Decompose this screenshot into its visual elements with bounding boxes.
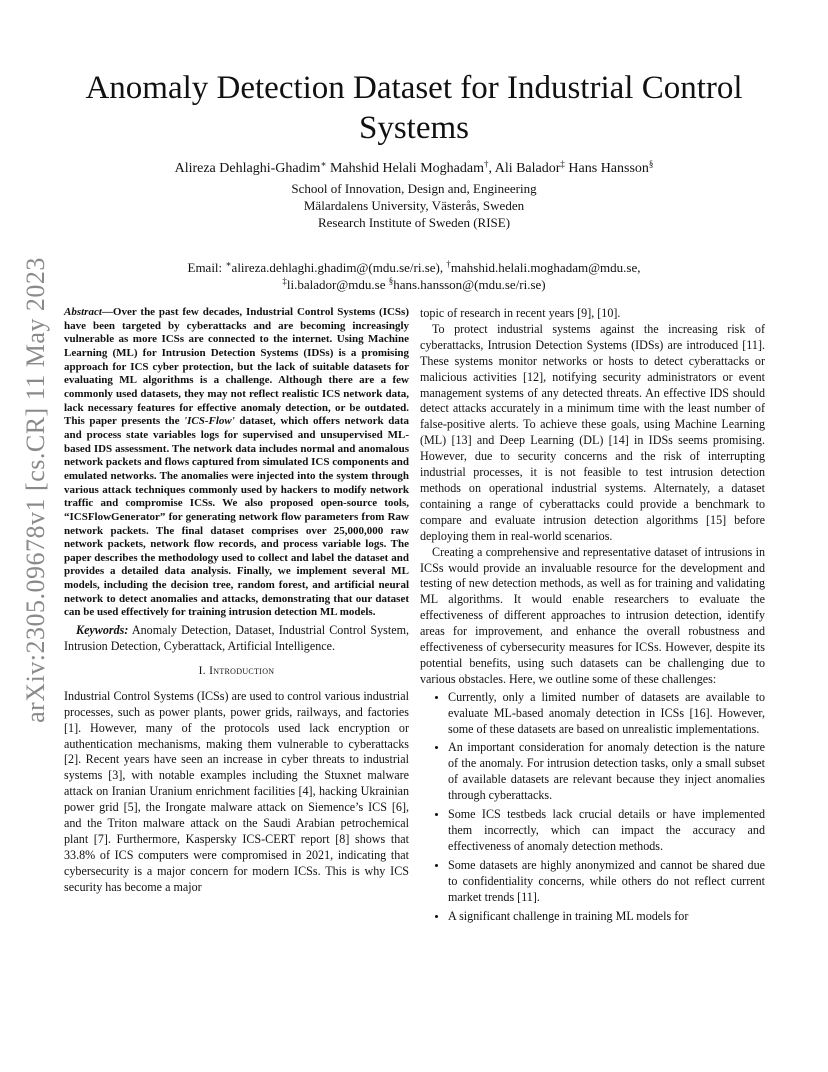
affiliation-line: Research Institute of Sweden (RISE) xyxy=(317,215,511,230)
abstract-label: Abstract xyxy=(64,306,102,318)
challenge-list xyxy=(420,690,765,925)
affiliation xyxy=(70,180,758,231)
paper-title: Anomaly Detection Dataset for Industrial Control Systems xyxy=(85,70,743,146)
body-paragraph: To protect industrial systems against the increasing risk of cyberattacks, Intrusion Detection Systems (IDSs) are introduced [11]. These systems monitor networks or hosts to detect cyberattacks or malicious activities [12], notifying security administrators or event management systems of any detected threats. An effective IDS should detect attacks accurately in a minimum time with the least number of false-positive alerts. To achieve these goals, using Machine Learning (ML) [13] and Deep Learning (DL) [14] in IDSs seems promising. However, due to security concerns and the risk of interrupting industrial processes, it is not feasible to test intrusion detection methods on operational industrial systems. Alternately, a dataset containing a range of cyberattacks could provide a benchmark to compare and evaluate intrusion detection algorithms [15] before deploying them in real-world scenarios. xyxy=(420,321,765,543)
author-mark: ‡ xyxy=(282,276,287,286)
author-mark: § xyxy=(388,276,394,286)
email-address: hans.hansson@(mdu.se/ri.se) xyxy=(393,277,546,292)
author-block xyxy=(70,160,758,293)
list-item: • Some ICS testbeds lack crucial details or have implemented them incorrectly, which can impact the accuracy and effectiveness of anomaly detection methods. xyxy=(448,807,765,855)
email-prefix: Email: xyxy=(187,260,226,275)
section-number: I. xyxy=(198,664,210,677)
arxiv-side-stamp xyxy=(8,257,64,723)
author-name: Hans Hansson xyxy=(568,161,649,176)
author-name: Ali Balador xyxy=(494,161,561,176)
email-block xyxy=(70,259,758,293)
list-item: • A significant challenge in training ML models for xyxy=(448,909,765,925)
keywords xyxy=(64,623,409,654)
author-mark: ∗ xyxy=(225,259,232,269)
list-item: • An important consideration for anomaly detection is the nature of the anomaly. For intrusion detection tasks, only a small subset of available datasets are relevant because they inject anomalies through cyberattacks. xyxy=(448,740,765,804)
author-mark: ∗ xyxy=(320,159,327,169)
author-name: Mahshid Helali Moghadam xyxy=(329,161,484,176)
right-column xyxy=(420,306,765,927)
body-paragraph: Creating a comprehensive and representative dataset of intrusions in ICSs would provide an invaluable resource for the development and testing of new detection methods, as well as for training and validating ML algorithms. It would enable researchers to evaluate the effectiveness of different approaches to intrusion detection, identify areas for improvement, and enhance the overall robustness and effectiveness of cybersecurity measures for ICSs. However, despite its potential benefits, using such datasets can be challenging due to various obstacles. Here, we outline some of these challenges: xyxy=(420,544,765,686)
abstract-text: —Over the past few decades, Industrial Control Systems (ICSs) have been targeted by cyberattacks and are becoming increasingly vulnerable as more ICSs are connected to the internet. Using Machine Learning (ML) for Intrusion Detection Systems (IDSs) is a promising approach for ICS cyber protection, but the lack of suitable datasets for evaluating ML algorithms is a challenge. Although there are a few commonly used datasets, they may not reflect realistic ICS network data, lack necessary features for effective anomaly detection, or be outdated. This paper presents the xyxy=(64,306,409,428)
abstract-text-continued: dataset, which offers network data and process state variables logs for supervised and unsupervised ML-based IDS assessment. The network data includes normal and anomalous network packets and flows captured from simulated ICS components and emulated networks. The anomalies were injected into the system through various attack techniques commonly used by hackers to modify network traffic and compromise ICSs. We also proposed open-source tools, “ICSFlowGenerator” for generating network flow parameters from Raw network packets. The final dataset comprises over 25,000,000 raw network packets, network flow records, and process variable logs. The paper describes the methodology used to collect and label the dataset and provides a detailed data analysis. Finally, we implement several ML models, including the decision tree, random forest, and artificial neural network to detect anomalies and attacks, demonstrating that our dataset can be used effectively for training intrusion detection ML models. xyxy=(64,415,409,619)
left-column xyxy=(64,306,409,896)
email-address: li.balador@mdu.se xyxy=(286,277,386,292)
body-paragraph: topic of research in recent years [9], [10]. xyxy=(420,306,621,320)
author-list: Alireza Dehlaghi-Ghadim∗ Mahshid Helali Moghadam†, Ali Balador‡ Hans Hansson§ xyxy=(174,159,654,176)
list-item: • Some datasets are highly anonymized and cannot be shared due to confidentiality concerns, while others do not reflect current market trends [11]. xyxy=(448,858,765,906)
affiliation-line: School of Innovation, Design and, Engineering xyxy=(291,181,537,196)
author-mark: † xyxy=(483,159,489,169)
email-address: mahshid.helali.moghadam@mdu.se, xyxy=(450,260,641,275)
author-mark: ‡ xyxy=(560,159,565,169)
abstract xyxy=(64,306,409,620)
author-mark: § xyxy=(648,159,654,169)
arxiv-identifier: arXiv:2305.09678v1 [cs.CR] 11 May 2023 xyxy=(21,257,50,723)
list-item: • Currently, only a limited number of datasets are available to evaluate ML-based anomaly detection in ICSs [16]. However, some of these datasets are based on unrealistic implementations. xyxy=(448,690,765,738)
section-title: Introduction xyxy=(209,664,275,677)
author-mark: † xyxy=(446,259,451,269)
dataset-name: 'ICS-Flow' xyxy=(184,415,235,428)
keywords-text: Anomaly Detection, Dataset, Industrial Control System, Intrusion Detection, Cyberattack, Artificial Intelligence. xyxy=(64,623,409,653)
section-heading xyxy=(64,664,409,680)
keywords-label: Keywords: xyxy=(76,623,129,638)
affiliation-line: Mälardalens University, Västerås, Sweden xyxy=(303,198,525,213)
body-paragraph: Industrial Control Systems (ICSs) are used to control various industrial processes, such as power plants, power grids, railways, and factories [1]. However, many of the protocols used lack encryption or authentication mechanisms, making them vulnerable to cyberattacks [2]. Recent years have seen an increase in cyber threats to industrial systems [3], with notable examples including the Stuxnet malware attack on Iranian Uranium enrichment facilities [4], hacking Ukrainian power grid [5], the Irongate malware attack on Siemence’s ICS [6], and the Triton malware attack on the Saudi Arabian petrochemical plant [7]. Furthermore, Kaspersky ICS-CERT report [8] shows that 33.8% of ICS computers were compromised in 2021, indicating that cybersecurity is a major concern for modern ICSs. This is why ICS security has become a major xyxy=(64,688,409,894)
author-name: Alireza Dehlaghi-Ghadim xyxy=(174,161,321,176)
email-address: alireza.dehlaghi.ghadim@(mdu.se/ri.se), xyxy=(231,260,444,275)
